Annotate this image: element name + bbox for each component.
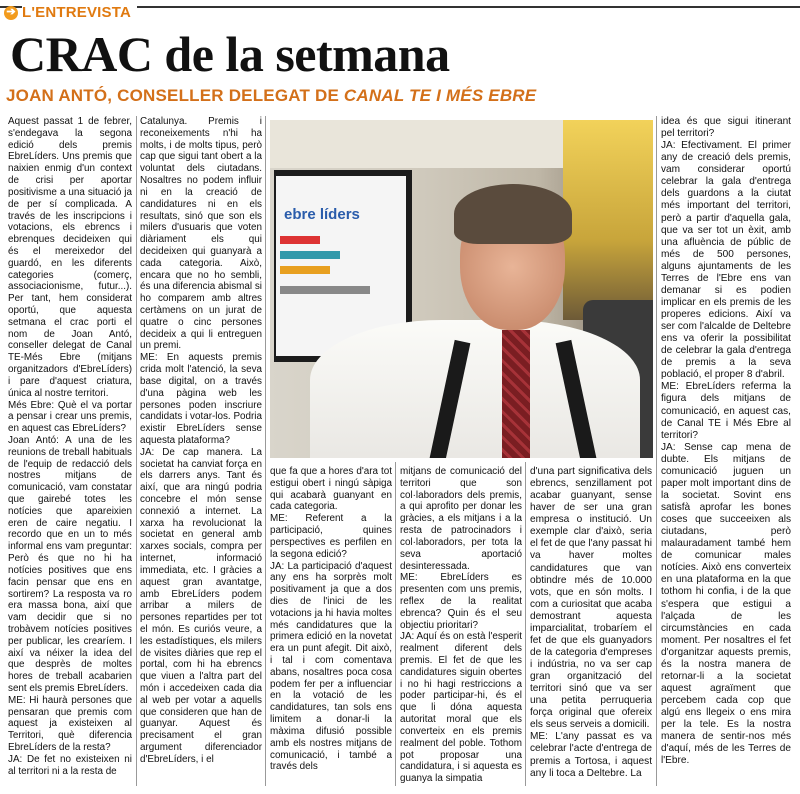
column-rule: [395, 462, 396, 786]
paragraph: Aquest passat 1 de febrer, s'endegava la segona edició dels premis EbreLíders. Uns premis que naixien enmig d'un context de crisi per aportar positivisme a una situació ja de per sí complicada. A través de les inscripcions i votacions, els ebrencs i ebrenques decideixen qui és el mereixedor del guardó, en les diferents categories (comerç, associacionisme, futur...). Per tant, hem considerat oportú, que aquesta setmana el crac porti el nom de Joan Antó, conseller delegat de Canal TE-Més Ebre (mitjans organitzadors d'EbreLíders) i pare d'aquest criatura, única al nostre territori.: [8, 116, 132, 399]
screen-bar: [280, 286, 370, 294]
article-subtitle: [6, 86, 536, 106]
photo-hair: [454, 184, 572, 244]
column-rule: [525, 462, 526, 786]
paragraph: que fa que a hores d'ara tot estigui obert i ningú sàpiga qui acabarà guanyant en cada categoria.: [270, 466, 392, 513]
paragraph: d'una part significativa dels ebrencs, senzillament pot acabar guanyant, sense haver de ser una gran empresa o institució. Un exemple clar d'això, seria el fet de que l'any passat hi va haver moltes candidatures que van obtindre més de 10.000 vots, que en són molts. I com a curiositat que acaba demostrant aquesta imparcialitat, trobaríem el fet de que els guanyadors de la categoria d'empreses i indústria, no va ser cap gran organització del territori sinó que va ser una petita perruqueria força original que ofereix els seus serveis a domicili.: [530, 466, 653, 731]
subtitle-emphasis: CANAL TE I MÉS EBRE: [343, 86, 537, 105]
paragraph: ME: L'any passat es va celebrar l'acte d'entrega de premis a Tortosa, i aquest any li toca a Deltebre. La: [530, 731, 652, 779]
photo-person: [420, 190, 570, 458]
paragraph: JA: De cap manera. La societat ha canviat força en els darrers anys. Tant és així, que ara ningú podria concebre el món sense connexió a internet. La xarxa ha revolucionat la societat en general amb xarxes socials, compra per internet, informació immediata, etc. I gràcies a aquest gran avantatge, amb EbreLíders podem arribar a milers de persones repartides per tot el món. Es curiós veure, a les estadístiques, els milers de visites diàries que rep el portal, com hi ha ebrencs que viuen a l'altra part del món i accedeixen cada dia al web per votar a aquells que consideren que han de guanyar. Aquest és precisament el gran argument diferenciador d'EbreLíders, i el: [140, 446, 262, 765]
paragraph: ME: En aquests premis crida molt l'atenció, la seva base digital, on a través d'una pàgina web les persones poden inscriure candidats i votar-los. Podria existir EbreLíders sense aquesta plataforma?: [140, 352, 262, 446]
paragraph: Joan Antó: A una de les reunions de treball habituals de l'equip de redacció dels nostres mitjans de comunicació, vam constatar que gairebé totes les notícies que apareixien eren de caire negatiu. I recordo que en un to més informal ens vam preguntar: Però és que no hi ha notícies positives que ens facin pensar que ens en sortirem? La resposta va ro era massa bona, així que vam decidir que si no trobàvem notícies positives per publicar, les crearíem. I així va néixer la idea del que desprès de moltes hores de treball acabarien sent els premis EbreLíders.: [8, 434, 132, 694]
paragraph: JA: Sense cap mena de dubte. Els mitjans de comunicació juguen un paper molt important dins de la societat. Sovint ens satisfà aprofar les bones coses que succeeixen als ciutadans, però malauradament també hem de comunicar males notícies. Això ens converteix en una plataforma en la que tothom hi confia, i de la que s'espera que estigui a l'alçada de les circumstàncies en cada moment. Per nosaltres el fet d'organitzar aquests premis, és la nostra manera de retornar-li a la societat aquest agraïment que percebem cada cop que algú ens llegeix o ens mira per la tele. Es la nostra manera de sentir-nos més d'aquí, més de les Terres de l'Ebre.: [661, 441, 791, 767]
paragraph: ME: Hi haurà persones que pensaran que premis com aquest ja existeixen al Territori, què diferencia EbreLíders de la resta?: [8, 694, 132, 754]
paragraph: Catalunya. Premis i reconeixements n'hi ha molts, i de molts tipus, però cap que sigui tant obert a la voluntat dels ciutadans. Nosaltres no podem influir ni en la creació de candidatures ni en els resultats, sinó que son els milers d'usuaris que voten diàriament els qui decideixen qui guanyarà a cada categoria. Això, encara que no ho sembli, és una diferencia abismal si ho comparem amb altres certàmens on un jurat de quatre o cinc persones decideix a qui li entreguen un premi.: [140, 116, 262, 352]
column-5: [530, 466, 652, 780]
paragraph: mitjans de comunicació del territori que son col·laboradors dels premis, a qui aprofito per donar les gràcies, a els mitjans i a la resta de patrocinadors i col·laboradors, per tota la seva aportació desinteressada.: [400, 466, 522, 572]
article-title: CRAC de la setmana: [10, 26, 450, 82]
column-rule: [136, 116, 137, 786]
paragraph: JA: Efectivament. El primer any de creació dels premis, vam considerar oportú celebrar la gala d'entrega dels guardons a la ciutat més important del territori, però a partir d'aquella gala, que va ser tot un èxit, amb una afluència de públic de més de 500 persones, alguns ajuntaments de les Terres de l'Ebre ens van demanar si es podien implicar en els premis de les properes edicions. Així va ser com l'alcalde de Deltebre ens va oferir la possibilitat de celebrar la gala d'entrega de premis a la seva població, el proper 8 d'abril.: [661, 140, 791, 381]
column-rule: [656, 116, 657, 786]
paragraph: idea és que sigui itinerant pel territori?: [661, 116, 791, 140]
section-header: [4, 4, 137, 21]
paragraph: JA: Aquí és on està l'esperit realment diferent dels premis. El fet de que les candidatures siguin obertes i no hi hagi restriccions a poder participar-hi, és el que li dóna aquesta autoritat moral que els converteix en els premis realment del poble. Tothom pot proposar una candidatura, i si aquesta es guanya la simpatia: [400, 631, 522, 785]
screen-bar: [280, 251, 340, 259]
column-4: [400, 466, 522, 785]
photo-window: [563, 120, 653, 320]
paragraph: JA: De fet no existeixen ni al territori ni a la resta de: [8, 753, 132, 777]
paragraph: Més Ebre: Què el va portar a pensar i crear uns premis, en aquest cas EbreLíders?: [8, 399, 132, 435]
subtitle-plain: JOAN ANTÓ, CONSELLER DELEGAT DE: [6, 86, 344, 105]
screen-bar: [280, 266, 330, 274]
arrow-right-icon: ➔: [4, 6, 18, 20]
column-2: [140, 116, 262, 766]
paragraph: ME: EbreLíders referma la figura dels mitjans de comunicació, en aquest cas, de Canal TE i Més Ebre al territori?: [661, 381, 791, 441]
column-3: [270, 466, 392, 773]
column-6: [661, 116, 791, 767]
paragraph: ME: Referent a la participació, quines perspectives es perfilen en la segona edició?: [270, 513, 392, 560]
screen-logo: ebre líders: [284, 206, 360, 223]
screen-bar: [280, 236, 320, 244]
paragraph: JA: La participació d'aquest any ens ha sorprès molt positivament ja que a dos dies de l'inici de les votacions ja hi havia moltes més candidatures que la primera edició en la novetat era un punt afegit. Dit això, i tal i com comentava abans, nosaltres poca cosa podem fer per a influenciar en la votació de les candidatures, tan sols ens limitem a donar-li la màxima difusió possible amb els nostres mitjans de comunicació, i també a través dels: [270, 560, 392, 773]
interviewee-photo: [270, 120, 653, 458]
paragraph: ME: EbreLíders es presenten com uns premis, reflex de la realitat ebrenca? Quin és el seu objectiu prioritari?: [400, 572, 522, 631]
column-rule: [265, 116, 266, 786]
section-label: L'ENTREVISTA: [22, 4, 137, 21]
photo-tie: [502, 330, 530, 458]
column-1: [8, 116, 132, 778]
